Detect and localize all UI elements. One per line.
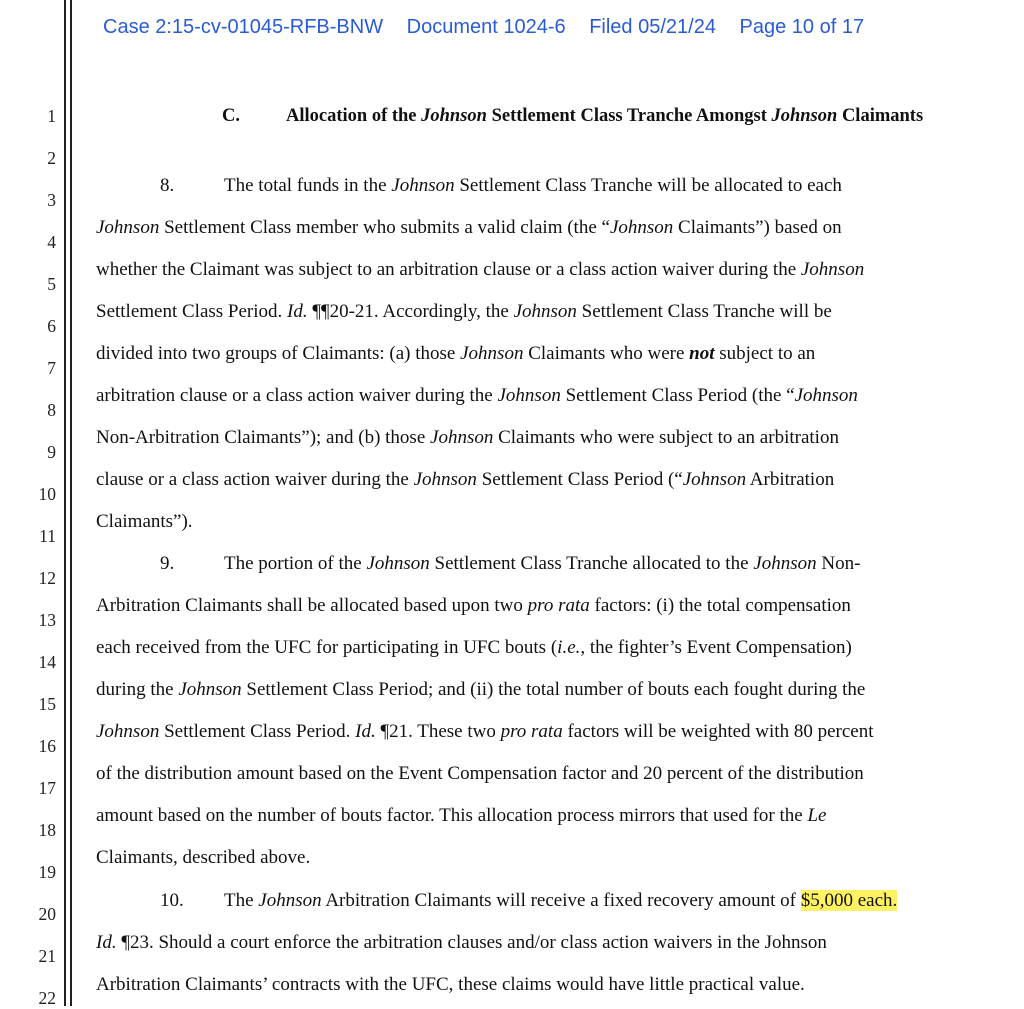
left-margin-rule-outer — [64, 0, 66, 1006]
line-number: 1 — [47, 106, 56, 126]
section-title: Allocation of the Johnson Settlement Class Tranche Amongst Johnson Claimants — [286, 106, 924, 126]
line-number: 9 — [47, 442, 56, 462]
paragraph-8-line: Non-Arbitration Claimants”); and (b) those Johnson Claimants who were subject to an arbitration — [96, 427, 839, 448]
line-number: 10 — [38, 484, 56, 504]
paragraph-9-line: of the distribution amount based on the Event Compensation factor and 20 percent of the distribution — [96, 763, 864, 784]
highlighted-amount: $5,000 each. — [800, 890, 898, 911]
paragraph-number: 8. — [160, 175, 175, 196]
paragraph-8-line: divided into two groups of Claimants: (a) those Johnson Claimants who were not subject to an — [96, 343, 816, 364]
line-number: 8 — [47, 400, 56, 420]
paragraph-10-line: Id. ¶23. Should a court enforce the arbitration clauses and/or class action waivers in the Johnson — [96, 932, 827, 953]
line-number: 21 — [38, 946, 56, 966]
paragraph-number: 10. — [160, 890, 184, 911]
line-number: 15 — [38, 694, 56, 714]
paragraph-8-line: whether the Claimant was subject to an arbitration clause or a class action waiver during the Johnson — [96, 259, 865, 280]
paragraph-9-line: during the Johnson Settlement Class Period; and (ii) the total number of bouts each fought during the — [96, 679, 866, 700]
paragraph-8-line: clause or a class action waiver during the Johnson Settlement Class Period (“Johnson Arbitration — [96, 469, 835, 490]
paragraph-number: 9. — [160, 553, 175, 574]
line-number: 16 — [38, 736, 56, 756]
case-header — [103, 16, 882, 39]
line-number: 5 — [47, 274, 56, 294]
paragraph-9-line: Arbitration Claimants shall be allocated based upon two pro rata factors: (i) the total compensation — [96, 595, 851, 616]
paragraph-8-line: Johnson Settlement Class member who submits a valid claim (the “Johnson Claimants”) based on — [96, 217, 842, 238]
page-number: Page 10 of 17 — [739, 16, 865, 38]
line-number: 17 — [38, 778, 56, 798]
line-number: 22 — [38, 988, 56, 1008]
section-letter: C. — [222, 106, 240, 126]
line-number: 7 — [47, 358, 56, 378]
paragraph-9-line: 9. The portion of the Johnson Settlement Class Tranche allocated to the Johnson Non- — [160, 553, 861, 574]
line-number: 20 — [38, 904, 56, 924]
line-number: 13 — [38, 610, 56, 630]
left-margin-rule-inner — [70, 0, 72, 1006]
line-number: 18 — [38, 820, 56, 840]
line-number: 14 — [38, 652, 56, 672]
line-number: 3 — [47, 190, 56, 210]
paragraph-8-line: Settlement Class Period. Id. ¶¶20-21. Accordingly, the Johnson Settlement Class Tranche will be — [96, 301, 832, 322]
line-number: 6 — [47, 316, 56, 336]
line-number: 11 — [39, 526, 56, 546]
line-number: 19 — [38, 862, 56, 882]
paragraph-9-line: Claimants, described above. — [96, 847, 311, 868]
paragraph-9-line: amount based on the number of bouts factor. This allocation process mirrors that used for the Le — [96, 805, 827, 826]
paragraph-9-line: Johnson Settlement Class Period. Id. ¶21. These two pro rata factors will be weighted with 80 percent — [96, 721, 874, 742]
filed-date: Filed 05/21/24 — [589, 16, 716, 38]
line-number: 2 — [47, 148, 56, 168]
case-number: Case 2:15-cv-01045-RFB-BNW — [103, 16, 384, 38]
paragraph-9-line: each received from the UFC for participating in UFC bouts (i.e., the fighter’s Event Compensation) — [96, 637, 852, 658]
paragraph-10-line: 10. The Johnson Arbitration Claimants will receive a fixed recovery amount of $5,000 each. — [160, 890, 898, 911]
paragraph-10-line: Arbitration Claimants’ contracts with the UFC, these claims would have little practical value. — [96, 974, 805, 995]
paragraph-8-line: Claimants”). — [96, 511, 193, 532]
line-number: 12 — [38, 568, 56, 588]
paragraph-8-line: 8. The total funds in the Johnson Settlement Class Tranche will be allocated to each — [160, 175, 842, 196]
line-number: 4 — [47, 232, 56, 252]
paragraph-8-line: arbitration clause or a class action waiver during the Johnson Settlement Class Period (the “Johnson — [96, 385, 858, 406]
document-number: Document 1024-6 — [406, 16, 566, 38]
